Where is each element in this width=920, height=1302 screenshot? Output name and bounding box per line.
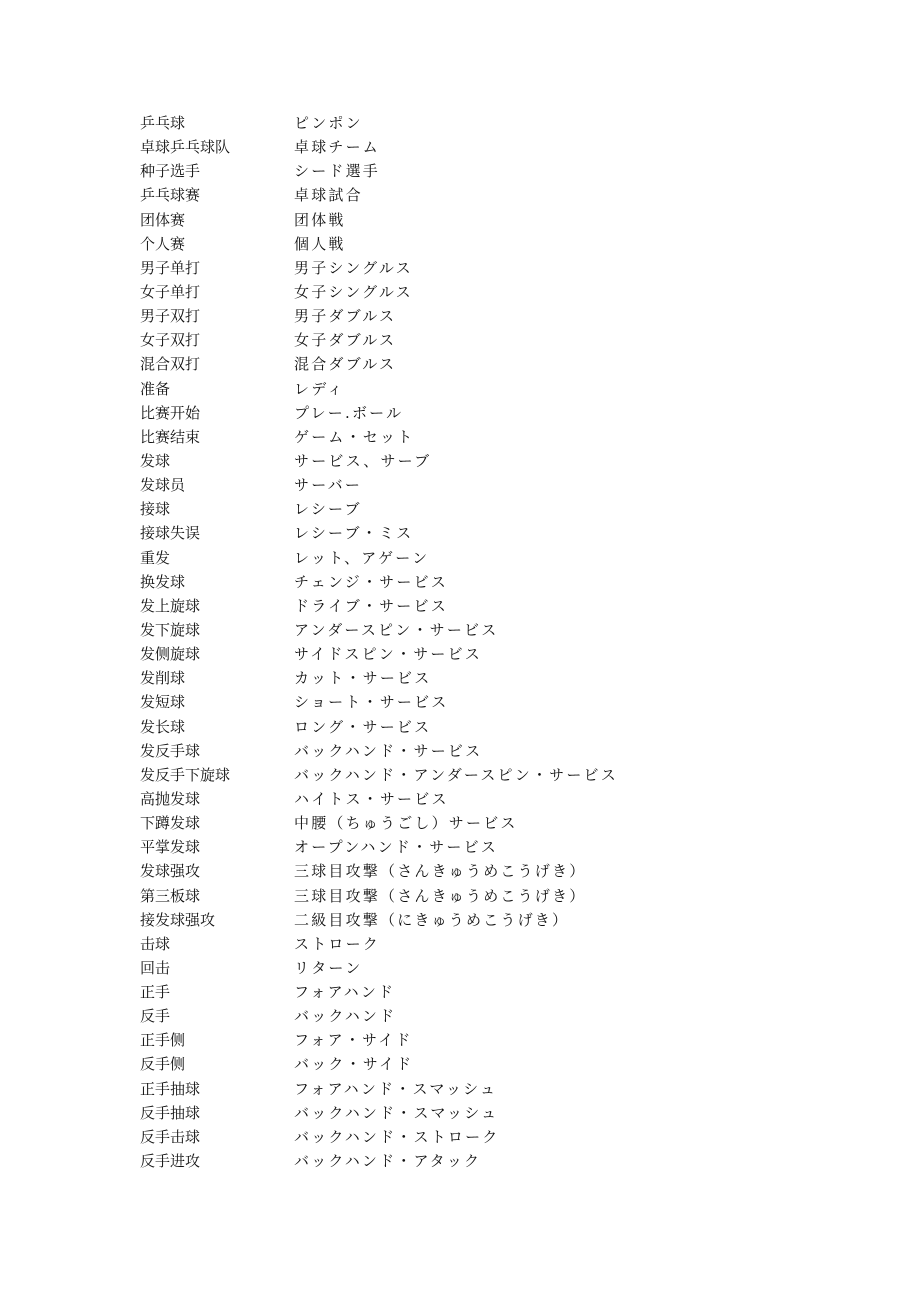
chinese-term: 男子双打 — [140, 307, 201, 326]
glossary-row — [140, 715, 840, 739]
glossary-row — [140, 739, 840, 763]
glossary-row — [140, 666, 840, 690]
chinese-term: 个人赛 — [140, 234, 186, 253]
chinese-term: 女子单打 — [140, 282, 201, 301]
chinese-term: 发球 — [140, 451, 171, 470]
glossary-row — [140, 328, 840, 352]
glossary-row — [140, 497, 840, 521]
japanese-term: オープンハンド・サービス — [294, 838, 499, 857]
japanese-term: チェンジ・サービス — [294, 572, 448, 591]
japanese-term: レシーブ・ミス — [294, 524, 414, 543]
japanese-term: 中腰（ちゅうごし）サービス — [294, 814, 518, 833]
japanese-term: サービス、サーブ — [294, 451, 432, 470]
glossary-row — [140, 183, 840, 207]
chinese-term: 反手进攻 — [140, 1152, 201, 1171]
japanese-term: レット、アゲーン — [294, 548, 430, 567]
chinese-term: 反手抽球 — [140, 1103, 201, 1122]
glossary-row — [140, 304, 840, 328]
glossary-row — [140, 1028, 840, 1052]
glossary-row — [140, 232, 840, 256]
glossary-row — [140, 1101, 840, 1125]
japanese-term: アンダースピン・サービス — [294, 620, 499, 639]
japanese-term: レディ — [294, 379, 345, 398]
japanese-term: サイドスピン・サービス — [294, 645, 483, 664]
glossary-row — [140, 642, 840, 666]
glossary-row — [140, 352, 840, 376]
glossary-row — [140, 908, 840, 932]
chinese-term: 发上旋球 — [140, 596, 201, 615]
chinese-term: 正手抽球 — [140, 1079, 201, 1098]
glossary-row — [140, 594, 840, 618]
japanese-term: プレー.ボール — [294, 403, 404, 422]
japanese-term: 混合ダブルス — [294, 355, 397, 374]
glossary-row — [140, 956, 840, 980]
chinese-term: 女子双打 — [140, 331, 201, 350]
glossary-row — [140, 1052, 840, 1076]
japanese-term: 三球目攻撃（さんきゅうめこうげき） — [294, 886, 587, 905]
chinese-term: 平掌发球 — [140, 838, 201, 857]
glossary-row — [140, 546, 840, 570]
glossary-row — [140, 425, 840, 449]
japanese-term: 三球目攻撃（さんきゅうめこうげき） — [294, 862, 587, 881]
japanese-term: フォアハンド — [294, 983, 396, 1002]
chinese-term: 反手 — [140, 1007, 171, 1026]
chinese-term: 接球 — [140, 500, 171, 519]
japanese-term: 個人戦 — [294, 234, 346, 253]
japanese-term: ストローク — [294, 934, 381, 953]
chinese-term: 发侧旋球 — [140, 645, 201, 664]
chinese-term: 种子选手 — [140, 162, 201, 181]
japanese-term: 团体戦 — [294, 210, 346, 229]
japanese-term: 男子シングルス — [294, 258, 413, 277]
japanese-term: 卓球チーム — [294, 138, 381, 157]
glossary-row — [140, 280, 840, 304]
chinese-term: 发短球 — [140, 693, 186, 712]
japanese-term: フォアハンド・スマッシュ — [294, 1079, 498, 1098]
japanese-term: ショート・サービス — [294, 693, 449, 712]
glossary-row — [140, 787, 840, 811]
chinese-term: 发反手下旋球 — [140, 765, 231, 784]
japanese-term: バック・サイド — [294, 1055, 414, 1074]
japanese-term: フォア・サイド — [294, 1031, 413, 1050]
japanese-term: レシーブ — [294, 500, 362, 519]
glossary-row — [140, 690, 840, 714]
chinese-term: 混合双打 — [140, 355, 201, 374]
chinese-term: 回击 — [140, 958, 171, 977]
japanese-term: ゲーム・セット — [294, 427, 415, 446]
japanese-term: バックハンド・ストローク — [294, 1127, 500, 1146]
japanese-term: ピンポン — [294, 114, 363, 132]
chinese-term: 比赛结束 — [140, 427, 201, 446]
chinese-term: 发下旋球 — [140, 620, 201, 639]
japanese-term: カット・サービス — [294, 669, 432, 688]
glossary-row — [140, 473, 840, 497]
chinese-term: 正手 — [140, 983, 171, 1002]
glossary-row — [140, 1149, 840, 1173]
glossary-row — [140, 159, 840, 183]
glossary-row — [140, 135, 840, 159]
glossary-row — [140, 1125, 840, 1149]
chinese-term: 发削球 — [140, 669, 186, 688]
chinese-term: 团体赛 — [140, 210, 186, 229]
japanese-term: サーバー — [294, 476, 363, 495]
glossary-row — [140, 570, 840, 594]
glossary-row — [140, 618, 840, 642]
glossary-row — [140, 208, 840, 232]
chinese-term: 第三板球 — [140, 886, 201, 905]
chinese-term: 换发球 — [140, 572, 186, 591]
glossary-list — [140, 111, 840, 1173]
chinese-term: 卓球乒乓球队 — [140, 138, 231, 157]
glossary-row — [140, 763, 840, 787]
japanese-term: ドライブ・サービス — [294, 596, 448, 615]
chinese-term: 下蹲发球 — [140, 814, 201, 833]
chinese-term: 准备 — [140, 379, 171, 398]
japanese-term: シード選手 — [294, 162, 381, 181]
japanese-term: バックハンド・アンダースピン・サービス — [294, 765, 618, 784]
chinese-term: 发球强攻 — [140, 862, 201, 881]
chinese-term: 反手击球 — [140, 1127, 201, 1146]
chinese-term: 乒乓球 — [140, 114, 186, 132]
glossary-row — [140, 980, 840, 1004]
glossary-row — [140, 377, 840, 401]
glossary-row — [140, 401, 840, 425]
japanese-term: バックハンド・アタック — [294, 1152, 482, 1171]
glossary-row — [140, 811, 840, 835]
chinese-term: 比赛开始 — [140, 403, 201, 422]
chinese-term: 发反手球 — [140, 741, 201, 760]
glossary-row — [140, 1077, 840, 1101]
japanese-term: バックハンド・サービス — [294, 741, 483, 760]
chinese-term: 重发 — [140, 548, 171, 567]
glossary-row — [140, 932, 840, 956]
japanese-term: 男子ダブルス — [294, 307, 397, 326]
chinese-term: 正手侧 — [140, 1031, 186, 1050]
japanese-term: ロング・サービス — [294, 717, 432, 736]
japanese-term: 女子シングルス — [294, 282, 413, 301]
glossary-row — [140, 884, 840, 908]
glossary-row — [140, 256, 840, 280]
glossary-row — [140, 835, 840, 859]
japanese-term: バックハンド — [294, 1007, 397, 1026]
japanese-term: リターン — [294, 958, 363, 977]
glossary-row — [140, 449, 840, 473]
chinese-term: 高抛发球 — [140, 789, 201, 808]
japanese-term: 二級目攻撃（にきゅうめこうげき） — [294, 910, 570, 929]
chinese-term: 男子单打 — [140, 258, 201, 277]
glossary-row — [140, 111, 840, 135]
glossary-row — [140, 1004, 840, 1028]
japanese-term: バックハンド・スマッシュ — [294, 1103, 499, 1122]
japanese-term: 卓球試合 — [294, 186, 363, 205]
japanese-term: 女子ダブルス — [294, 331, 397, 350]
chinese-term: 接球失误 — [140, 524, 201, 543]
japanese-term: ハイトス・サービス — [294, 789, 449, 808]
chinese-term: 接发球强攻 — [140, 910, 216, 929]
chinese-term: 发球员 — [140, 476, 186, 495]
chinese-term: 击球 — [140, 934, 171, 953]
chinese-term: 乒乓球赛 — [140, 186, 201, 205]
chinese-term: 发长球 — [140, 717, 186, 736]
chinese-term: 反手侧 — [140, 1055, 186, 1074]
glossary-row — [140, 859, 840, 883]
glossary-row — [140, 521, 840, 545]
